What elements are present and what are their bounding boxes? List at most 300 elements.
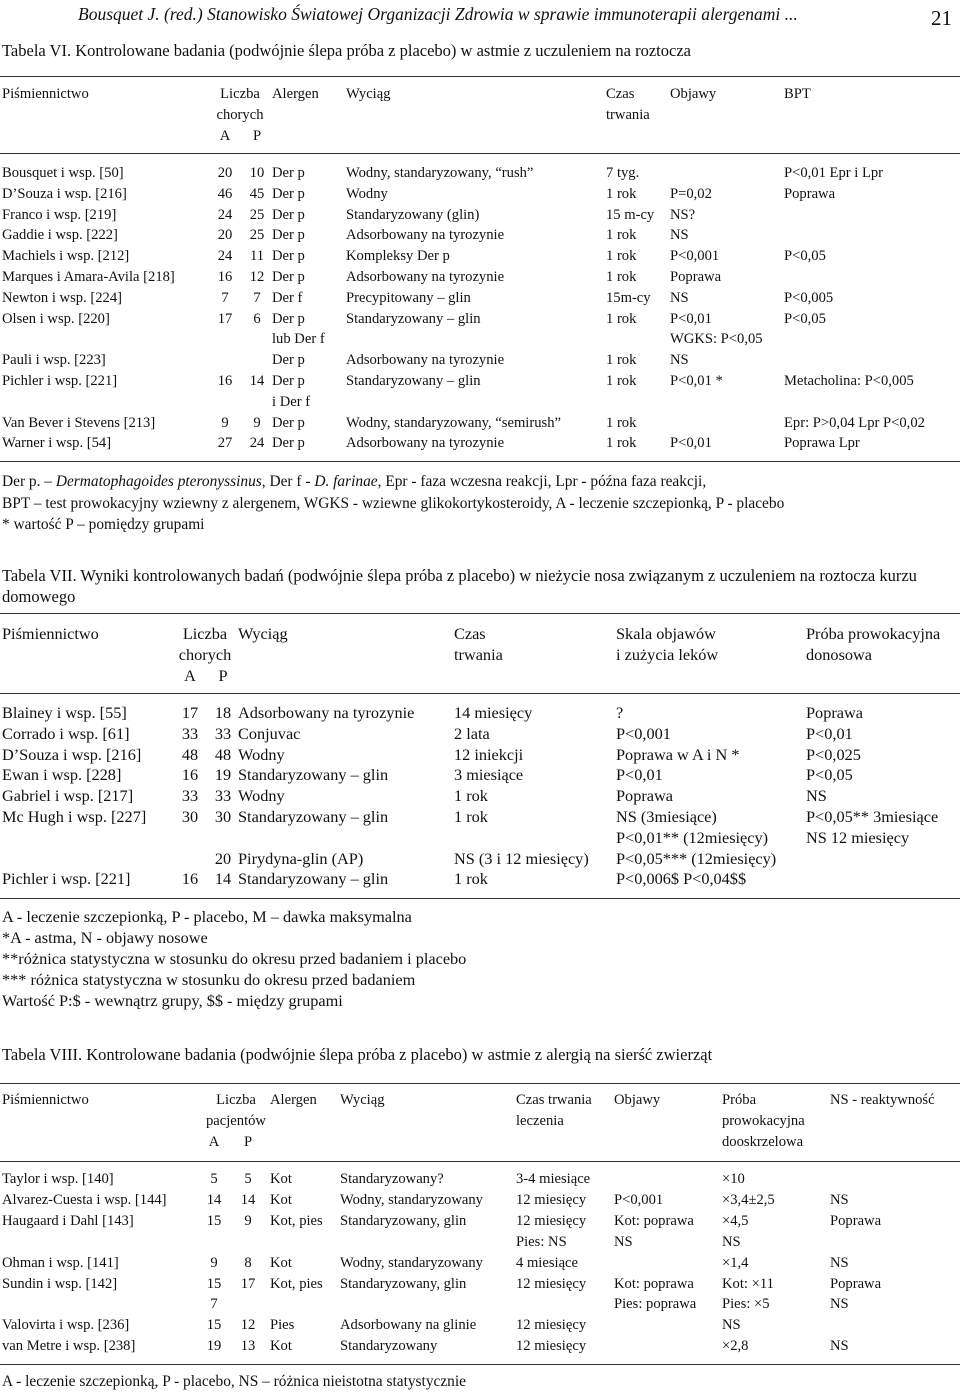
table-cell <box>2 828 172 849</box>
page-number: 21 <box>931 6 952 30</box>
table-cell: Kot: poprawa <box>614 1275 694 1292</box>
table-cell: Adsorbowany na glinie <box>340 1317 477 1334</box>
table-cell <box>614 1169 722 1190</box>
table-cell <box>172 849 208 870</box>
table7-note: Wartość P:$ - wewnątrz grupy, $$ - między grupami <box>2 991 343 1010</box>
table-row <box>2 1315 954 1336</box>
table6-header-ref: Piśmiennictwo <box>2 86 89 102</box>
table-cell <box>614 1315 722 1336</box>
table-cell: 13 <box>240 1338 256 1355</box>
table6-header-symptoms: Objawy <box>670 86 717 102</box>
table-cell <box>806 869 960 890</box>
table-cell: ×10 <box>722 1171 745 1187</box>
table-cell: lub Der f <box>272 331 325 348</box>
table-cell: Wodny <box>238 786 285 806</box>
table-cell: Der p <box>272 248 305 265</box>
table-cell <box>806 849 960 870</box>
table-cell: 2 lata <box>454 723 490 743</box>
table-row <box>2 765 960 786</box>
table8-header-symptoms: Objawy <box>614 1092 661 1108</box>
table-cell: Standaryzowany – glin <box>238 806 389 826</box>
table8-top-rule <box>0 1083 960 1084</box>
table6-header-a: A <box>219 127 231 144</box>
table-cell: Der p <box>272 268 305 285</box>
table6-header-rule <box>0 153 960 154</box>
table-cell: Poprawa <box>616 786 673 806</box>
table-cell <box>2 329 208 350</box>
table-cell: Metacholina: P<0,005 <box>784 372 914 389</box>
table-cell: Der p <box>272 372 305 389</box>
table-cell <box>226 1232 270 1253</box>
table-cell: 16 <box>217 268 233 285</box>
running-head: Bousquet J. (red.) Stanowisko Światowej Organizacji Zdrowia w sprawie immunoterapii alergenami ... <box>78 4 798 24</box>
table8-header-time: Czas trwania <box>516 1092 592 1108</box>
table-cell <box>208 392 242 413</box>
table-cell: Olsen i wsp. [220] <box>2 310 110 327</box>
table8-header-extract: Wyciąg <box>340 1092 385 1108</box>
table-cell: 46 <box>217 185 233 202</box>
table-cell: van Metre i wsp. [238] <box>2 1338 136 1355</box>
table-row <box>2 1211 954 1232</box>
table-cell: 15 <box>206 1212 222 1229</box>
table7-header-time: Czas <box>454 624 486 643</box>
table-cell: Blainey i wsp. [55] <box>2 703 127 722</box>
table-row <box>2 267 960 288</box>
table-cell: Poprawa <box>830 1275 882 1292</box>
table6-header-patients: Liczba <box>220 86 260 102</box>
table-cell: 11 <box>249 248 265 265</box>
table-cell <box>670 392 784 413</box>
table-cell: P<0,01 <box>670 310 712 327</box>
table-cell: D’Souza i wsp. [216] <box>2 185 127 202</box>
table6-caption: Tabela VI. Kontrolowane badania (podwójnie ślepa próba z placebo) w astmie z uczuleniem na roztocza <box>2 41 691 60</box>
table-cell: 12 <box>240 1317 256 1334</box>
table7-note: *** różnica statystyczna w stosunku do okresu przed badaniem <box>2 970 416 989</box>
table-row <box>2 1253 954 1274</box>
table-cell <box>516 1294 614 1315</box>
table-cell: P<0,05*** (12miesięcy) <box>616 848 777 868</box>
table8-header-p: P <box>243 1133 253 1150</box>
table-cell: NS 12 miesięcy <box>806 827 910 847</box>
table7-header-time-2: trwania <box>454 644 503 664</box>
table-cell <box>242 392 272 413</box>
table-cell <box>208 828 238 849</box>
table7-header-ref: Piśmiennictwo <box>2 624 99 643</box>
table-cell: 9 <box>253 414 261 431</box>
table7-header-a: A <box>184 665 196 685</box>
table8-header-reactivity: NS - reaktywność <box>830 1092 935 1108</box>
table6-header-time: Czas <box>606 86 635 102</box>
table-row <box>2 1294 954 1315</box>
table-cell <box>270 1232 340 1253</box>
table-cell: Poprawa w A i N * <box>616 744 740 764</box>
table-cell <box>670 163 784 184</box>
table-cell: 1 rok <box>454 869 488 889</box>
table-cell: WGKS: P<0,05 <box>670 331 763 348</box>
table8-body <box>2 1169 954 1357</box>
table6-header-bpt: BPT <box>784 86 811 102</box>
table-cell: Mc Hugh i wsp. [227] <box>2 806 147 826</box>
table-cell: 1 rok <box>454 786 488 806</box>
table-cell: Wodny, standaryzowany <box>340 1254 483 1271</box>
table-cell <box>340 1232 516 1253</box>
table-cell: Kot <box>270 1191 292 1208</box>
table8-header-provocation: Próba <box>722 1092 757 1108</box>
table8-header-provocation-2: prowokacyjna <box>722 1112 805 1129</box>
table-cell: 25 <box>249 206 265 223</box>
table-cell: 7 <box>221 289 229 306</box>
table8-header-patients-2: pacjentów <box>206 1112 266 1129</box>
table-cell: P<0,05** 3miesiące <box>806 806 939 826</box>
table-row <box>2 205 960 226</box>
table-cell: 14 <box>214 869 232 889</box>
table-cell <box>2 849 172 870</box>
table-cell <box>2 1294 202 1315</box>
table-cell: NS <box>722 1317 741 1334</box>
table-cell: Standaryzowany – glin <box>346 310 481 327</box>
table-cell <box>784 225 960 246</box>
table7-header-patients-2: chorych <box>178 644 232 664</box>
table-cell: 5 <box>210 1171 218 1187</box>
table-cell: 17 <box>217 310 233 327</box>
table-cell: Wodny <box>346 185 388 202</box>
table-row <box>2 392 960 413</box>
table-cell: NS <box>614 1233 633 1250</box>
table-row <box>2 350 960 371</box>
table-cell: Sundin i wsp. [142] <box>2 1275 118 1292</box>
table-cell: 1 rok <box>606 185 637 202</box>
table-cell: Gabriel i wsp. [217] <box>2 786 134 806</box>
table-cell: Warner i wsp. [54] <box>2 435 112 452</box>
table-cell: Marques i Amara-Avila [218] <box>2 268 175 285</box>
table-cell: 19 <box>206 1338 222 1355</box>
table-cell: Pies: poprawa <box>614 1296 697 1313</box>
table-cell <box>784 392 960 413</box>
table6-header-patients-2: chorych <box>216 106 264 123</box>
table-row <box>2 1190 954 1211</box>
table-cell: Wodny, standaryzowany, “rush” <box>346 165 534 181</box>
table-cell <box>830 1232 954 1253</box>
table-cell <box>242 329 272 350</box>
table-cell: 14 miesięcy <box>454 703 533 722</box>
table-cell: Precypitowany – glin <box>346 289 471 306</box>
table8-caption: Tabela VIII. Kontrolowane badania (podwójnie ślepa próba z placebo) w astmie z alergią na sierść zwierząt <box>2 1045 713 1064</box>
table-cell: 5 <box>244 1171 252 1187</box>
table-cell <box>2 1232 202 1253</box>
table-row <box>2 828 960 849</box>
table7-header-patients: Liczba <box>182 624 228 643</box>
table-cell <box>784 205 960 226</box>
table-cell: 7 tyg. <box>606 165 640 181</box>
table-cell: 1 rok <box>606 268 637 285</box>
table-cell: P<0,01 <box>670 435 712 452</box>
table8-header-provocation-3: dooskrzelowa <box>722 1133 804 1150</box>
table-cell: Standaryzowany, glin <box>340 1275 467 1292</box>
table-cell: i Der f <box>272 393 311 410</box>
table-cell: 20 <box>217 227 233 244</box>
table-cell <box>208 329 242 350</box>
table6-note-abbrev: Der p. – Dermatophagoides pteronyssinus, Der f - D. farinae, Epr - faza wczesna reakcji, Lpr - późna faza reakcji, <box>2 473 707 490</box>
table-cell: Wodny <box>238 744 285 764</box>
table-row <box>2 309 960 330</box>
table-cell <box>340 1294 516 1315</box>
table-cell: 33 <box>214 723 232 743</box>
table-cell: Poprawa <box>830 1212 882 1229</box>
table-cell: 20 <box>217 165 233 181</box>
table8-header-allergen: Alergen <box>270 1092 317 1108</box>
table-cell: 12 miesięcy <box>516 1212 587 1229</box>
table7-header-nasal: Próba prowokacyjna <box>806 624 941 643</box>
table-cell <box>606 392 670 413</box>
table-cell: 33 <box>214 786 232 806</box>
table8-note: A - leczenie szczepionką, P - placebo, NS – różnica nieistotna statystycznie <box>2 1373 466 1390</box>
table-cell: 12 miesięcy <box>516 1275 587 1292</box>
table-cell: P<0,005 <box>784 289 834 306</box>
table-cell: 17 <box>240 1275 256 1292</box>
table-cell <box>670 413 784 434</box>
table-cell: 24 <box>217 248 233 265</box>
table-cell: P<0,001 <box>614 1191 664 1208</box>
table-cell: 12 iniekcji <box>454 744 524 764</box>
table-cell: 30 <box>181 806 199 826</box>
table-cell: NS <box>722 1233 741 1250</box>
table-cell: Kot <box>270 1338 292 1355</box>
table-cell <box>784 350 960 371</box>
table-cell: 48 <box>214 744 232 764</box>
table-cell: Pies: NS <box>516 1233 567 1250</box>
table-cell: NS <box>806 786 827 806</box>
table-cell: Standaryzowany (glin) <box>346 206 480 223</box>
table-cell: ×4,5 <box>722 1212 749 1229</box>
table-cell: ×2,8 <box>722 1338 749 1355</box>
table-cell: Poprawa Lpr <box>784 435 860 452</box>
table-cell <box>614 1336 722 1357</box>
table-row <box>2 184 960 205</box>
table-cell: 16 <box>217 372 233 389</box>
table-row <box>2 413 960 434</box>
table-cell <box>270 1294 340 1315</box>
table-row <box>2 869 960 890</box>
table-cell: Kot: ×11 <box>722 1275 774 1292</box>
table-row <box>2 724 960 745</box>
table-cell <box>784 267 960 288</box>
table-cell: 15 m-cy <box>606 206 655 223</box>
table-row <box>2 225 960 246</box>
table-cell: P=0,02 <box>670 185 712 202</box>
table-cell: Standaryzowany – glin <box>238 765 389 785</box>
table-cell: 48 <box>181 744 199 764</box>
table8-header-rule <box>0 1161 960 1162</box>
table7-note: A - leczenie szczepionką, P - placebo, M – dawka maksymalna <box>2 907 412 926</box>
table-row <box>2 1169 954 1190</box>
table-cell: Der p <box>272 185 305 202</box>
table6-top-rule <box>0 76 960 77</box>
table-cell: 30 <box>214 806 232 826</box>
table7-bottom-rule <box>0 898 960 899</box>
table-cell: 15m-cy <box>606 289 651 306</box>
table-cell: 1 rok <box>606 414 637 431</box>
table-row <box>2 163 960 184</box>
table-cell: Der p <box>272 414 305 431</box>
table-cell: D’Souza i wsp. [216] <box>2 744 142 764</box>
table7-note: *A - astma, N - objawy nosowe <box>2 928 208 947</box>
table-cell <box>830 1315 954 1336</box>
table-cell: Der p <box>272 310 305 327</box>
table-cell: 3-4 miesiące <box>516 1171 591 1187</box>
table-cell: Standaryzowany – glin <box>238 869 389 889</box>
table-cell: 1 rok <box>606 352 637 369</box>
table-cell: 18 <box>214 703 232 722</box>
table-cell: P<0,01** (12miesięcy) <box>616 827 769 847</box>
table-cell: 1 rok <box>606 435 637 452</box>
table-cell: P<0,01 <box>806 723 853 743</box>
table-cell: Kompleksy Der p <box>346 248 450 265</box>
table-row <box>2 703 960 724</box>
table-cell: Taylor i wsp. [140] <box>2 1171 114 1187</box>
table-cell: Gaddie i wsp. [222] <box>2 227 118 244</box>
table-cell: 9 <box>221 414 229 431</box>
table-cell: Poprawa <box>784 185 836 202</box>
table-cell: 9 <box>210 1254 218 1271</box>
table-cell: 12 miesięcy <box>516 1191 587 1208</box>
table-cell: Conjuvac <box>238 723 301 743</box>
table-cell: 1 rok <box>606 248 637 265</box>
table-cell <box>2 392 208 413</box>
table-cell: 33 <box>181 786 199 806</box>
table-row <box>2 433 960 454</box>
table-cell: 16 <box>181 869 199 889</box>
table-cell: 15 <box>206 1317 222 1334</box>
table-cell: Der p <box>272 352 305 369</box>
table-cell: Der p <box>272 206 305 223</box>
table-cell: Newton i wsp. [224] <box>2 289 122 306</box>
table-cell: 25 <box>249 227 265 244</box>
table-cell: 1 rok <box>454 806 488 826</box>
table-cell <box>346 392 606 413</box>
table-cell: 9 <box>244 1212 252 1229</box>
table-cell: 33 <box>181 723 199 743</box>
table-cell: ×1,4 <box>722 1254 749 1271</box>
table-cell <box>784 329 960 350</box>
table-cell <box>202 1232 226 1253</box>
table8-header-patients: Liczba <box>216 1092 256 1108</box>
table-cell: 14 <box>206 1191 222 1208</box>
table-cell: Standaryzowany <box>340 1338 438 1355</box>
table-cell: NS (3miesiące) <box>616 806 717 826</box>
table-row <box>2 329 960 350</box>
table-row <box>2 1336 954 1357</box>
table-cell: P<0,001 <box>670 248 720 265</box>
table-cell: Pauli i wsp. [223] <box>2 352 106 369</box>
table8-header-time-2: leczenia <box>516 1112 564 1129</box>
table-cell: NS <box>830 1296 849 1313</box>
table7-caption: Tabela VII. Wyniki kontrolowanych badań (podwójnie ślepa próba z placebo) w nieżycie nosa związanym z uczuleniem na roztocza kurzu domowego <box>2 566 917 606</box>
table-row <box>2 1274 954 1295</box>
table-cell: Adsorbowany na tyrozynie <box>346 227 505 244</box>
table-cell: Ewan i wsp. [228] <box>2 765 122 785</box>
table-cell: Adsorbowany na tyrozynie <box>346 435 505 452</box>
table-cell: NS <box>670 289 689 306</box>
table-cell: 7 <box>210 1296 218 1313</box>
table-cell <box>238 828 454 849</box>
table-cell: Kot, pies <box>270 1275 323 1292</box>
table-cell: 1 rok <box>606 310 637 327</box>
table-row <box>2 849 960 870</box>
table-cell: 7 <box>253 289 261 306</box>
table-cell: 14 <box>249 372 265 389</box>
table-cell: 19 <box>214 765 232 785</box>
table-cell: Poprawa <box>670 268 722 285</box>
table8-header-a: A <box>208 1133 220 1150</box>
table6-note-bpt: BPT – test prowokacyjny wziewny z alergenem, WGKS - wziewne glikokortykosteroidy, A - leczenie szczepionką, P - placebo <box>2 495 785 512</box>
table6-header-extract: Wyciąg <box>346 86 391 102</box>
table8-bottom-rule <box>0 1364 960 1365</box>
table-cell: ? <box>616 703 624 722</box>
table7-note: **różnica statystyczna w stosunku do okresu przed badaniem i placebo <box>2 949 467 968</box>
table-cell: Der p <box>272 165 305 181</box>
table-cell: Kot <box>270 1254 292 1271</box>
table-cell: 12 miesięcy <box>516 1317 587 1334</box>
table-cell: Machiels i wsp. [212] <box>2 248 130 265</box>
table-cell: 20 <box>214 848 232 868</box>
table6-body <box>2 163 960 454</box>
table-cell: 12 <box>249 268 265 285</box>
table-cell: 6 <box>253 310 261 327</box>
table7-header-rule <box>0 693 960 694</box>
table-row <box>2 807 960 828</box>
table-row <box>2 288 960 309</box>
table-cell: Van Bever i Stevens [213] <box>2 414 156 431</box>
table-cell: Der p <box>272 227 305 244</box>
table-row <box>2 1232 954 1253</box>
table-cell: Der p <box>272 435 305 452</box>
table-cell: P<0,05 <box>784 310 826 327</box>
table-cell: NS <box>830 1338 849 1355</box>
table-cell: P<0,05 <box>806 765 853 785</box>
table-cell <box>346 329 606 350</box>
table-cell: 8 <box>244 1254 252 1271</box>
table-cell: 27 <box>217 435 233 452</box>
table6-header <box>2 84 960 146</box>
table7-header-nasal-2: donosowa <box>806 644 873 664</box>
table-cell: NS <box>670 227 689 244</box>
table-cell: P<0,01 Epr i Lpr <box>784 165 884 181</box>
table7-header <box>2 624 960 686</box>
table-cell: Haugaard i Dahl [143] <box>2 1212 134 1229</box>
table-cell: P<0,001 <box>616 723 671 743</box>
table-cell: Pichler i wsp. [221] <box>2 372 118 389</box>
table-cell: Wodny, standaryzowany, “semirush” <box>346 414 561 431</box>
table-cell: Pirydyna-glin (AP) <box>238 848 364 868</box>
table-row <box>2 786 960 807</box>
table8-header-ref: Piśmiennictwo <box>2 1092 89 1108</box>
table-cell <box>172 828 208 849</box>
table-cell: P<0,025 <box>806 744 861 764</box>
table-cell: Adsorbowany na tyrozynie <box>346 352 505 369</box>
table7-header-scale: Skala objawów <box>616 624 716 643</box>
table-cell <box>242 350 272 371</box>
table-cell: Kot <box>270 1171 292 1187</box>
table-cell: 16 <box>181 765 199 785</box>
table-cell: Corrado i wsp. [61] <box>2 723 130 743</box>
table7-header-scale-2: i zużycia leków <box>616 644 719 664</box>
table-cell: P<0,006$ P<0,04$$ <box>616 869 747 889</box>
table-cell: 24 <box>249 435 265 452</box>
table-cell: 1 rok <box>606 227 637 244</box>
table-cell: NS? <box>670 206 696 223</box>
table-cell: Adsorbowany na tyrozynie <box>346 268 505 285</box>
table-cell: 12 miesięcy <box>516 1338 587 1355</box>
